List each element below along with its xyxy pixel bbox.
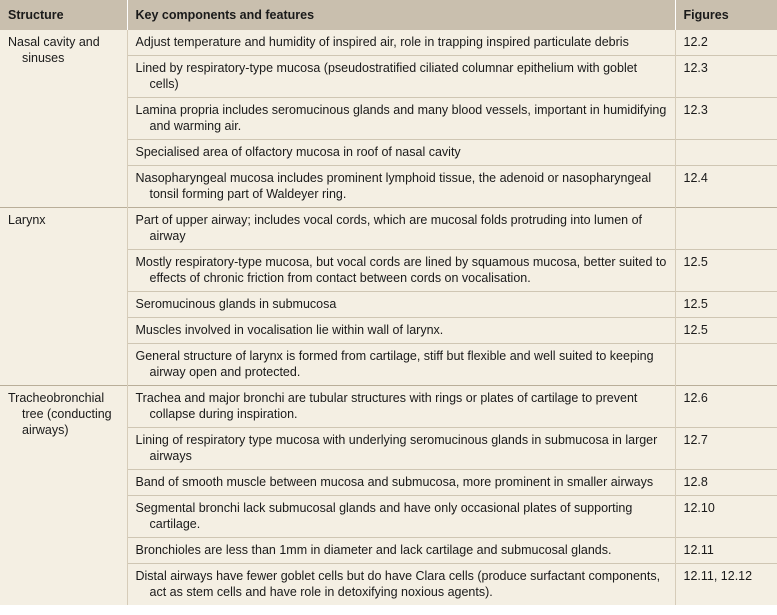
figure-cell: 12.2	[683, 35, 708, 49]
structure-label: Nasal cavity and sinuses	[8, 35, 100, 65]
feature-cell	[127, 30, 675, 56]
feature-cell	[127, 538, 675, 564]
feature-text: Seromucinous glands in submucosa	[135, 297, 337, 311]
figure-cell: 12.11, 12.12	[675, 564, 777, 606]
figure-cell	[675, 140, 777, 166]
feature-cell	[127, 250, 675, 292]
figure-cell: 12.4	[675, 166, 777, 208]
feature-text: Segmental bronchi lack submucosal glands and have only occasional plates of supporting cartilage.	[135, 501, 633, 531]
feature-text: Bronchioles are less than 1mm in diameter and lack cartilage and submucosal glands.	[135, 543, 612, 557]
table-body	[0, 30, 777, 605]
feature-cell	[127, 428, 675, 470]
header-structure: Structure	[0, 0, 127, 30]
feature-text: General structure of larynx is formed from cartilage, stiff but flexible and well suited to keeping airway open and protected.	[135, 349, 654, 379]
figure-cell: 12.10	[675, 496, 777, 538]
structure-label: Larynx	[8, 213, 46, 227]
figure-cell: 12.3	[675, 56, 777, 98]
figure-cell: 12.5	[675, 318, 777, 344]
feature-cell	[127, 56, 675, 98]
feature-text: Lined by respiratory-type mucosa (pseudostratified ciliated columnar epithelium with goblet cells)	[135, 61, 638, 91]
feature-cell	[127, 208, 675, 250]
structure-label: Tracheobronchial tree (conducting airways)	[8, 391, 112, 437]
figure-cell: 12.5	[675, 292, 777, 318]
structure-cell	[0, 386, 127, 606]
structure-cell	[0, 208, 127, 386]
feature-text: Nasopharyngeal mucosa includes prominent lymphoid tissue, the adenoid or nasopharyngeal tonsil forming part of Waldeyer ring.	[135, 171, 652, 201]
figure-cell: 12.7	[675, 428, 777, 470]
feature-cell	[127, 344, 675, 386]
feature-cell	[127, 318, 675, 344]
figure-cell: 12.6	[675, 386, 777, 428]
table-row	[0, 30, 777, 56]
header-figures: Figures	[675, 0, 777, 30]
table-row	[0, 208, 777, 250]
header-features: Key components and features	[127, 0, 675, 30]
feature-text: Lining of respiratory type mucosa with underlying seromucinous glands in submucosa in larger airways	[135, 433, 658, 463]
feature-text: Band of smooth muscle between mucosa and submucosa, more prominent in smaller airways	[135, 475, 654, 489]
feature-text: Specialised area of olfactory mucosa in roof of nasal cavity	[135, 145, 461, 159]
feature-text: Adjust temperature and humidity of inspired air, role in trapping inspired particulate debris	[135, 35, 629, 49]
feature-cell	[127, 98, 675, 140]
feature-text: Muscles involved in vocalisation lie within wall of larynx.	[135, 323, 444, 337]
feature-cell	[127, 470, 675, 496]
feature-text: Part of upper airway; includes vocal cords, which are mucosal folds protruding into lumen of airway	[135, 213, 643, 243]
feature-cell	[127, 292, 675, 318]
feature-cell	[127, 496, 675, 538]
figure-cell	[675, 344, 777, 386]
feature-text: Lamina propria includes seromucinous glands and many blood vessels, important in humidifying and warming air.	[135, 103, 667, 133]
table-row	[0, 386, 777, 428]
feature-cell	[127, 166, 675, 208]
feature-cell	[127, 140, 675, 166]
feature-text: Trachea and major bronchi are tubular structures with rings or plates of cartilage to prevent collapse during inspiration.	[135, 391, 638, 421]
feature-text: Mostly respiratory-type mucosa, but vocal cords are lined by squamous mucosa, better suited to effects of chronic friction from contact between cords on vocalisation.	[135, 255, 667, 285]
figure-cell: 12.8	[675, 470, 777, 496]
feature-text: Distal airways have fewer goblet cells but do have Clara cells (produce surfactant components, act as stem cells and have role in detoxifying noxious agents).	[135, 569, 661, 599]
figure-cell	[675, 208, 777, 250]
figure-cell: 12.11	[675, 538, 777, 564]
feature-cell	[127, 564, 675, 606]
structure-cell	[0, 30, 127, 208]
header-row	[0, 0, 777, 30]
feature-cell	[127, 386, 675, 428]
figure-cell: 12.5	[675, 250, 777, 292]
figure-cell: 12.3	[675, 98, 777, 140]
